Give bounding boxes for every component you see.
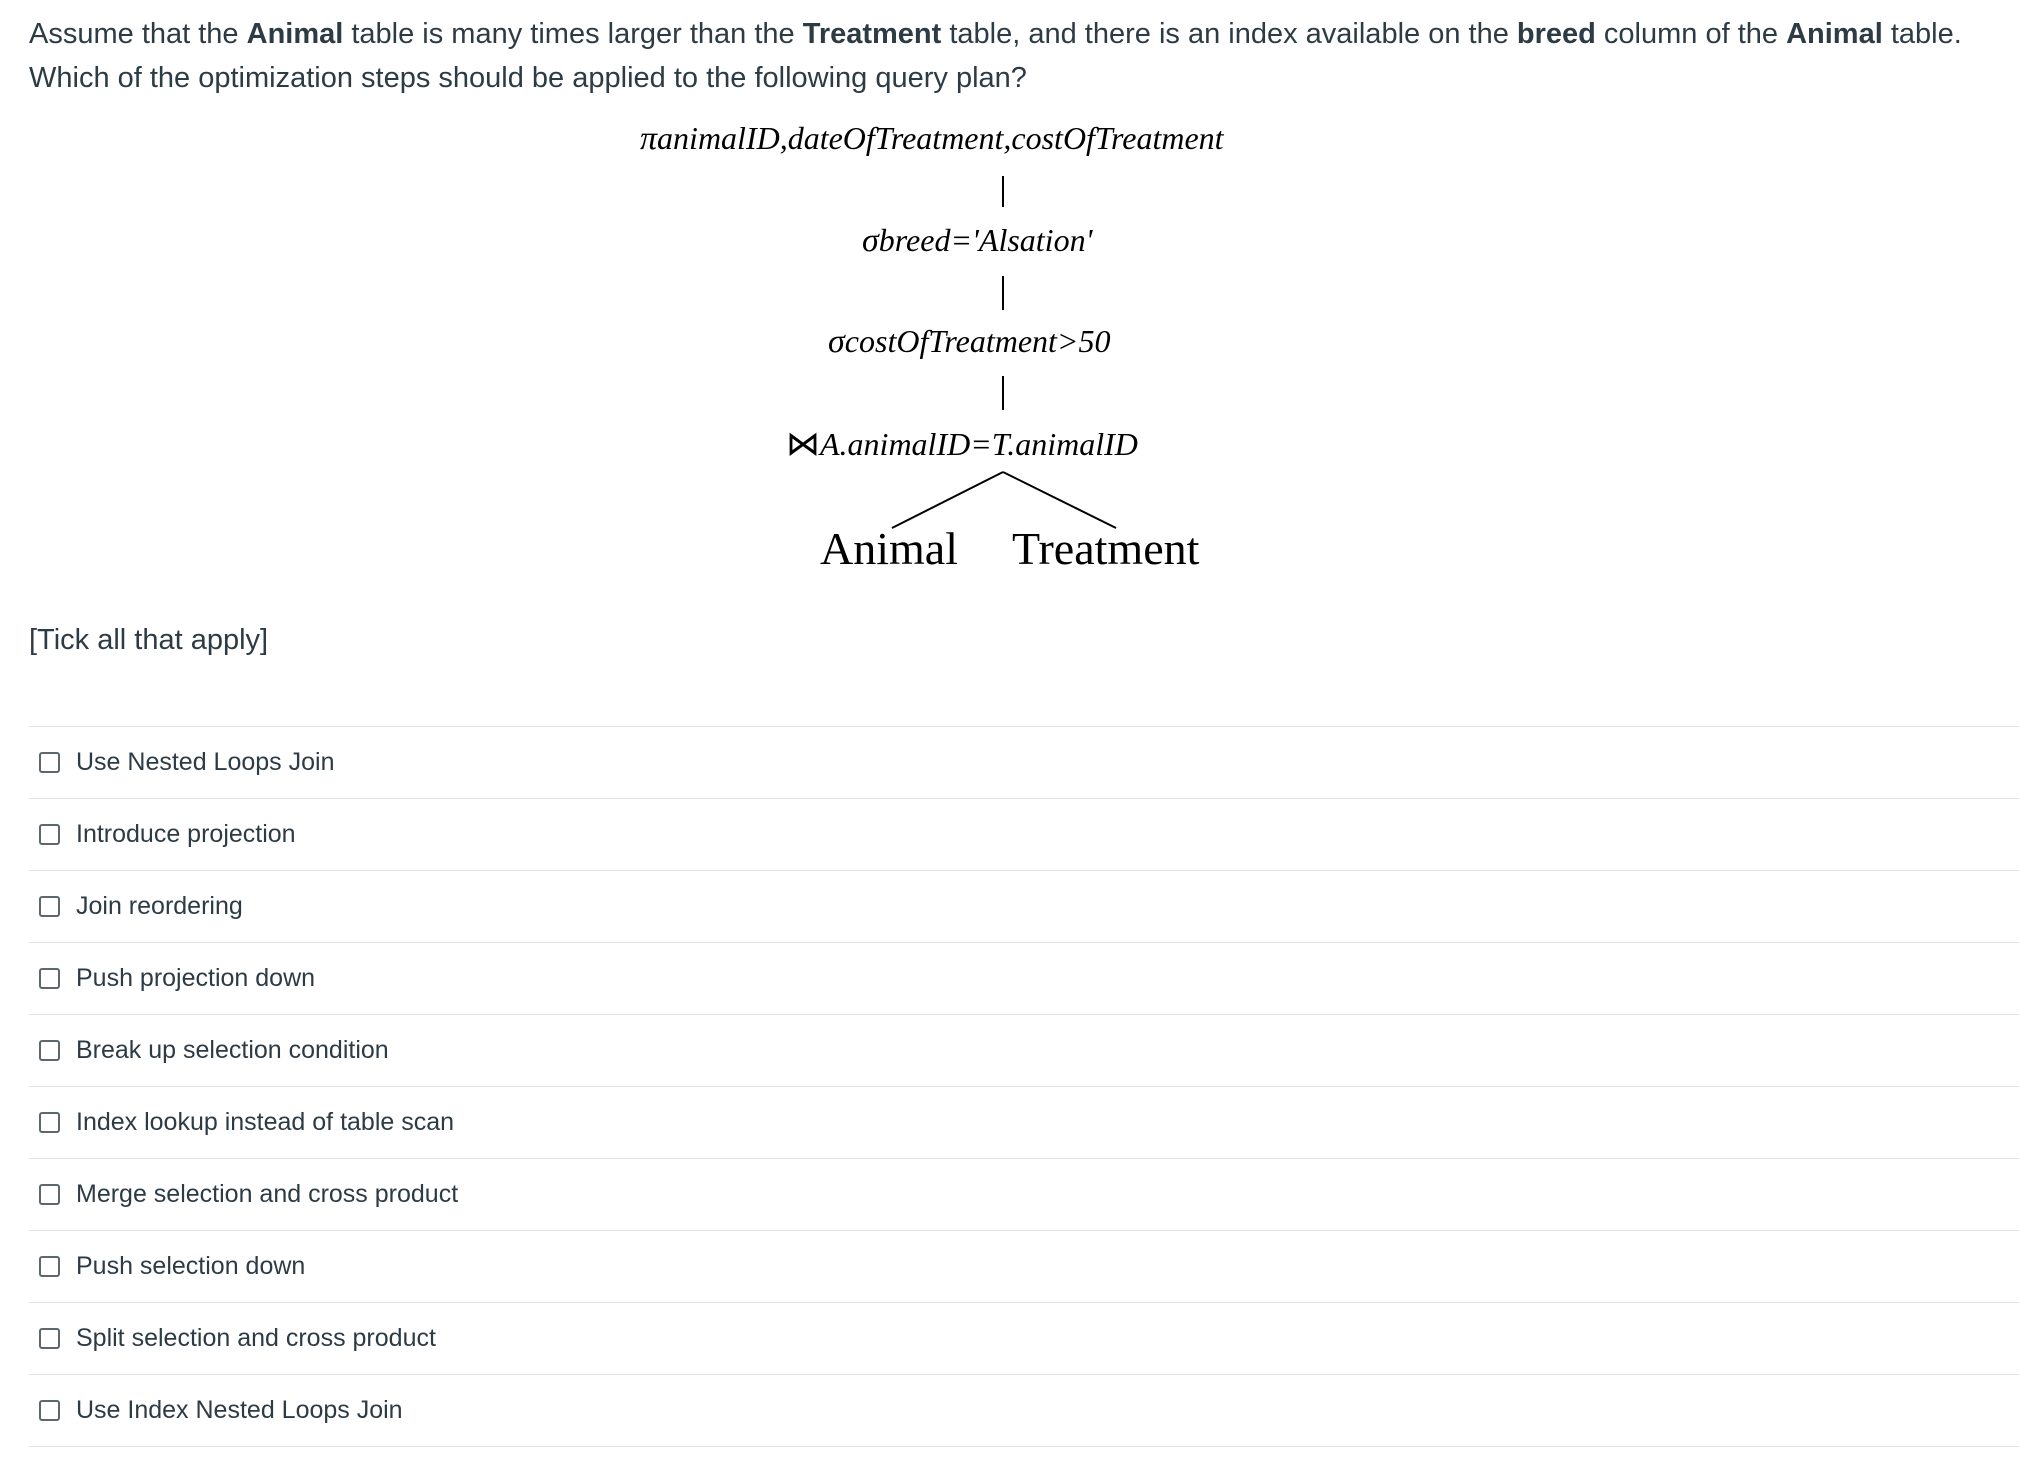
answer-label: Join reordering xyxy=(76,892,243,920)
join-node xyxy=(786,424,1138,464)
question-text-emphasis: Treatment xyxy=(802,18,942,50)
answer-label: Push projection down xyxy=(76,964,316,992)
query-plan-tree xyxy=(0,0,2044,600)
checkbox[interactable] xyxy=(39,896,60,917)
answer-option[interactable] xyxy=(29,1303,2019,1375)
question-text-part: table, and there is an index available on the xyxy=(941,18,1517,50)
question-text-part: table is many times larger than the xyxy=(343,18,803,50)
answer-option[interactable] xyxy=(29,1159,2019,1231)
answer-option[interactable] xyxy=(29,943,2019,1015)
answer-option[interactable] xyxy=(29,1231,2019,1303)
relation-animal: Animal xyxy=(820,523,958,574)
relation-treatment: Treatment xyxy=(1012,523,1200,574)
answer-label: Introduce projection xyxy=(76,820,296,848)
question-text-part: table. Which of the optimization steps should be applied to the following query plan? xyxy=(29,18,1962,94)
selection-symbol: σ xyxy=(828,323,845,360)
projection-attributes: animalID,dateOfTreatment,costOfTreatment xyxy=(657,120,1224,156)
join-symbol: ⋈ xyxy=(786,426,820,463)
answer-label: Push selection down xyxy=(76,1252,306,1280)
edge-join-animal xyxy=(892,472,1003,528)
selection-symbol: σ xyxy=(862,222,879,259)
answer-label: Use Index Nested Loops Join xyxy=(76,1396,403,1424)
edge-join-treatment xyxy=(1003,472,1116,528)
projection-symbol: π xyxy=(640,120,658,157)
selection-condition: costOfTreatment>50 xyxy=(844,323,1111,359)
selection-condition: breed='Alsation' xyxy=(878,222,1093,258)
checkbox[interactable] xyxy=(39,1112,60,1133)
answer-option[interactable] xyxy=(29,1087,2019,1159)
tick-all-hint: [Tick all that apply] xyxy=(29,624,269,656)
checkbox[interactable] xyxy=(39,968,60,989)
checkbox[interactable] xyxy=(39,1400,60,1421)
answer-label: Merge selection and cross product xyxy=(76,1180,459,1208)
answer-option[interactable] xyxy=(29,1015,2019,1087)
checkbox[interactable] xyxy=(39,1256,60,1277)
answer-option[interactable] xyxy=(29,727,2019,799)
selection-cost-node xyxy=(828,323,1111,361)
checkbox[interactable] xyxy=(39,1040,60,1061)
checkbox[interactable] xyxy=(39,1184,60,1205)
checkbox[interactable] xyxy=(39,752,60,773)
query-plan-edges xyxy=(0,0,2044,600)
answer-option[interactable] xyxy=(29,871,2019,943)
question-text-emphasis: breed xyxy=(1516,18,1596,50)
checkbox[interactable] xyxy=(39,824,60,845)
answer-label: Split selection and cross product xyxy=(76,1324,436,1352)
question-text-part: Assume that the xyxy=(29,18,247,50)
checkbox[interactable] xyxy=(39,1328,60,1349)
selection-breed-node xyxy=(862,222,1092,260)
answer-label: Use Nested Loops Join xyxy=(76,748,335,776)
answer-option[interactable] xyxy=(29,799,2019,871)
answer-label: Index lookup instead of table scan xyxy=(76,1108,455,1136)
answer-list xyxy=(29,726,2019,1447)
question-text-part: column of the xyxy=(1595,18,1787,50)
question-text-emphasis: Animal xyxy=(1786,18,1883,50)
projection-node xyxy=(640,120,1224,158)
join-condition: A.animalID=T.animalID xyxy=(820,426,1138,462)
answer-option[interactable] xyxy=(29,1375,2019,1447)
question-text-emphasis: Animal xyxy=(246,18,344,50)
answer-label: Break up selection condition xyxy=(76,1036,389,1064)
